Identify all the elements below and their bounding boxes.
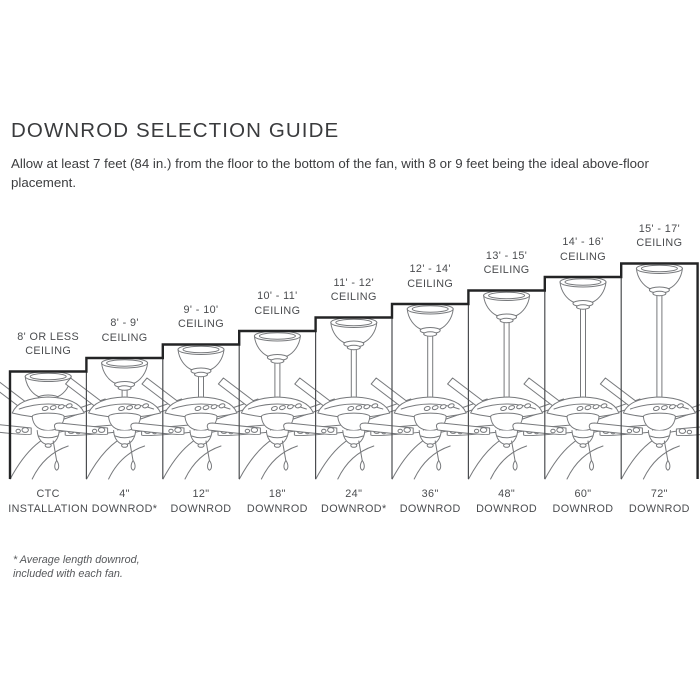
ceiling-label-line-2: CEILING — [178, 318, 224, 330]
downrod-label-line-1: 48" — [498, 488, 516, 500]
ceiling-label-line-1: 8' OR LESS — [17, 330, 80, 343]
ceiling-label-line-2: CEILING — [407, 277, 454, 290]
ceiling-label-line-2: CEILING — [330, 291, 377, 303]
downrod-label-line-2: DOWNROD — [476, 502, 538, 515]
footnote-line-2: included with each fan. — [13, 568, 123, 580]
downrod-label-line-2: DOWNROD — [628, 502, 690, 515]
ceiling-label-line-1: 10' - 11' — [257, 290, 298, 302]
page-title: DOWNROD SELECTION GUIDE — [11, 119, 340, 142]
downrod-label-line-1: 36" — [421, 488, 439, 500]
subtitle: Allow at least 7 feet (84 in.) from the floor to the bottom of the fan, with 8 or 9 feet being the ideal above-floor placement. — [11, 156, 649, 190]
downrod-label-line-1: 18" — [268, 488, 286, 500]
downrod-label-line-2: DOWNROD — [399, 502, 461, 515]
downrod-label-line-1: 72" — [650, 488, 668, 500]
ceiling-fan-illustration — [436, 291, 576, 480]
ceiling-label-line-2: CEILING — [560, 250, 606, 263]
ceiling-label-line-1: 11' - 12' — [333, 276, 375, 289]
ceiling-label-line-1: 12' - 14' — [409, 263, 451, 275]
footnote-line-1: * Average length downrod, — [13, 554, 140, 566]
ceiling-label-line-2: CEILING — [101, 331, 148, 344]
downrod-label-line-2: DOWNROD — [552, 502, 614, 515]
ceiling-fan-illustration — [360, 304, 500, 479]
downrod-label-line-1: 12" — [192, 488, 210, 500]
downrod-label-line-1: 4" — [119, 488, 130, 500]
ceiling-label-line-1: 15' - 17' — [638, 222, 681, 235]
downrod-label-line-2: DOWNROD* — [91, 502, 158, 515]
ceiling-label-line-2: CEILING — [483, 264, 530, 276]
downrod-label — [613, 487, 700, 516]
ceiling-label-line-1: 13' - 15' — [485, 249, 528, 262]
downrod-label-line-2: INSTALLATION — [8, 502, 89, 515]
ceiling-label-line-1: 8' - 9' — [110, 317, 139, 329]
ceiling-label-line-1: 14' - 16' — [562, 236, 604, 248]
downrod-label-line-1: 24" — [345, 488, 363, 500]
footnote — [13, 553, 140, 581]
ceiling-label-line-2: CEILING — [636, 237, 683, 249]
downrod-label-line-1: CTC — [36, 488, 60, 500]
ceiling-label-line-2: CEILING — [25, 345, 72, 357]
downrod-label-line-2: DOWNROD* — [321, 502, 387, 515]
ceiling-label-line-1: 9' - 10' — [183, 303, 219, 316]
downrod-label-line-1: 60" — [574, 488, 592, 500]
downrod-label-line-2: DOWNROD — [246, 502, 308, 515]
ceiling-label — [613, 222, 700, 251]
ceiling-fan-illustration — [513, 277, 653, 479]
ceiling-fan-illustration — [589, 264, 700, 480]
downrod-label-line-2: DOWNROD — [170, 502, 232, 515]
ceiling-label-line-2: CEILING — [254, 304, 301, 317]
